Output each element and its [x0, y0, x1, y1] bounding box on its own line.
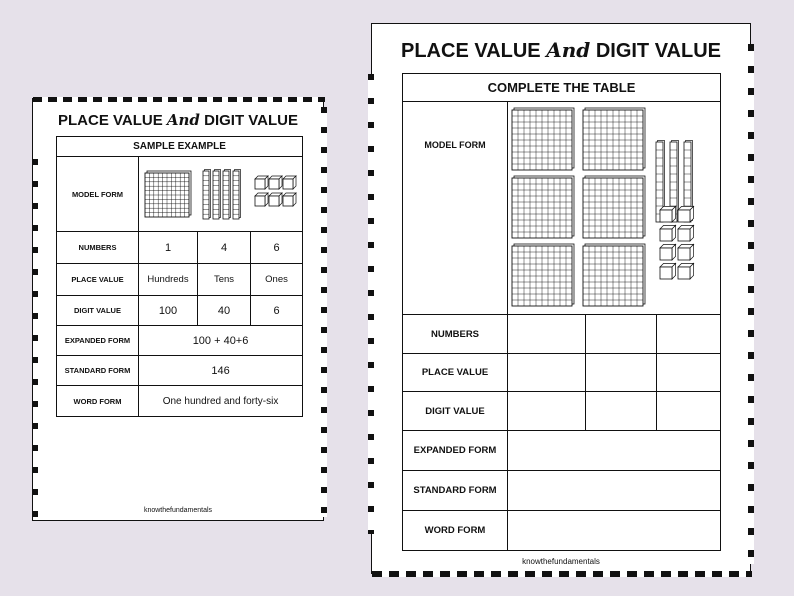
border-stripe-left [33, 159, 38, 519]
expanded-form-label: EXPANDED FORM [57, 326, 139, 356]
word-form-input[interactable] [508, 511, 721, 551]
one-cube-block [283, 176, 296, 189]
border-stripe-right [321, 107, 327, 517]
numbers-label: NUMBERS [403, 315, 508, 354]
ten-rod-block [213, 170, 221, 220]
one-cube-block [255, 176, 268, 189]
digit-ones-input[interactable] [657, 392, 721, 431]
ten-rod-block [223, 170, 231, 220]
practice-title [372, 38, 750, 63]
model-form-label: MODEL FORM [403, 102, 508, 315]
digit-tens: 40 [198, 296, 251, 326]
border-stripe-top [33, 97, 325, 102]
practice-header: COMPLETE THE TABLE [403, 74, 721, 102]
one-cube-block [678, 225, 694, 241]
one-cube-block [660, 244, 676, 260]
practice-base-ten-blocks [508, 102, 721, 314]
number-hundreds: 1 [139, 232, 198, 264]
model-form-cell [139, 157, 303, 232]
hundred-flat-block [512, 244, 574, 306]
place-value-label: PLACE VALUE [57, 264, 139, 296]
hundred-flat-block [583, 108, 645, 170]
number-ones-input[interactable] [657, 315, 721, 354]
title-part-1: PLACE VALUE [401, 40, 541, 62]
standard-form-label: STANDARD FORM [57, 356, 139, 386]
hundred-flat-block [583, 176, 645, 238]
hundred-flat-block [512, 108, 574, 170]
digit-tens-input[interactable] [586, 392, 657, 431]
title-part-2: DIGIT VALUE [204, 112, 298, 129]
standard-form-label: STANDARD FORM [403, 471, 508, 511]
practice-table [402, 73, 721, 551]
border-stripe-right [748, 44, 754, 564]
expanded-form-label: EXPANDED FORM [403, 431, 508, 471]
place-hundreds-input[interactable] [508, 354, 586, 392]
title-and: And [166, 111, 200, 129]
ones-group [255, 176, 296, 206]
word-form-label: WORD FORM [403, 511, 508, 551]
digit-hundreds-input[interactable] [508, 392, 586, 431]
practice-footer: knowthefundamentals [522, 557, 600, 566]
place-tens: Tens [198, 264, 251, 296]
number-tens: 4 [198, 232, 251, 264]
sample-base-ten-blocks [139, 157, 303, 231]
numbers-label: NUMBERS [57, 232, 139, 264]
practice-worksheet [371, 23, 751, 574]
expanded-form-value: 100 + 40+6 [139, 326, 303, 356]
one-cube-block [255, 193, 268, 206]
hundred-flat-block [145, 171, 191, 217]
title-part-1: PLACE VALUE [57, 112, 163, 129]
number-hundreds-input[interactable] [508, 315, 586, 354]
sample-footer: knowthefundamentals [143, 507, 213, 514]
model-form-label: MODEL FORM [57, 157, 139, 232]
one-cube-block [660, 206, 676, 222]
one-cube-block [678, 244, 694, 260]
one-cube-block [678, 263, 694, 279]
standard-form-input[interactable] [508, 471, 721, 511]
one-cube-block [678, 206, 694, 222]
title-and: And [546, 38, 591, 62]
model-form-cell [508, 102, 721, 315]
word-form-value: One hundred and forty-six [139, 386, 303, 417]
digit-value-label: DIGIT VALUE [403, 392, 508, 431]
word-form-label: WORD FORM [57, 386, 139, 417]
number-tens-input[interactable] [586, 315, 657, 354]
number-ones: 6 [251, 232, 303, 264]
standard-form-value: 146 [139, 356, 303, 386]
place-ones-input[interactable] [657, 354, 721, 392]
ten-rod-block [233, 170, 241, 220]
one-cube-block [660, 225, 676, 241]
border-stripe-bottom [372, 571, 752, 577]
border-stripe-left [368, 74, 374, 534]
one-cube-block [269, 193, 282, 206]
place-ones: Ones [251, 264, 303, 296]
sample-table [56, 136, 303, 417]
hundreds-group [145, 171, 191, 217]
place-hundreds: Hundreds [139, 264, 198, 296]
hundred-flat-block [512, 176, 574, 238]
ten-rod-block [203, 170, 211, 220]
sample-header: SAMPLE EXAMPLE [57, 137, 303, 157]
place-value-label: PLACE VALUE [403, 354, 508, 392]
one-cube-block [660, 263, 676, 279]
digit-ones: 6 [251, 296, 303, 326]
title-part-2: DIGIT VALUE [595, 40, 721, 62]
tens-group [203, 170, 241, 220]
expanded-form-input[interactable] [508, 431, 721, 471]
one-cube-block [283, 193, 296, 206]
digit-value-label: DIGIT VALUE [57, 296, 139, 326]
hundred-flat-block [583, 244, 645, 306]
place-tens-input[interactable] [586, 354, 657, 392]
one-cube-block [269, 176, 282, 189]
digit-hundreds: 100 [139, 296, 198, 326]
hundreds-group [512, 108, 645, 306]
sample-worksheet [32, 98, 324, 521]
sample-title [33, 111, 323, 129]
